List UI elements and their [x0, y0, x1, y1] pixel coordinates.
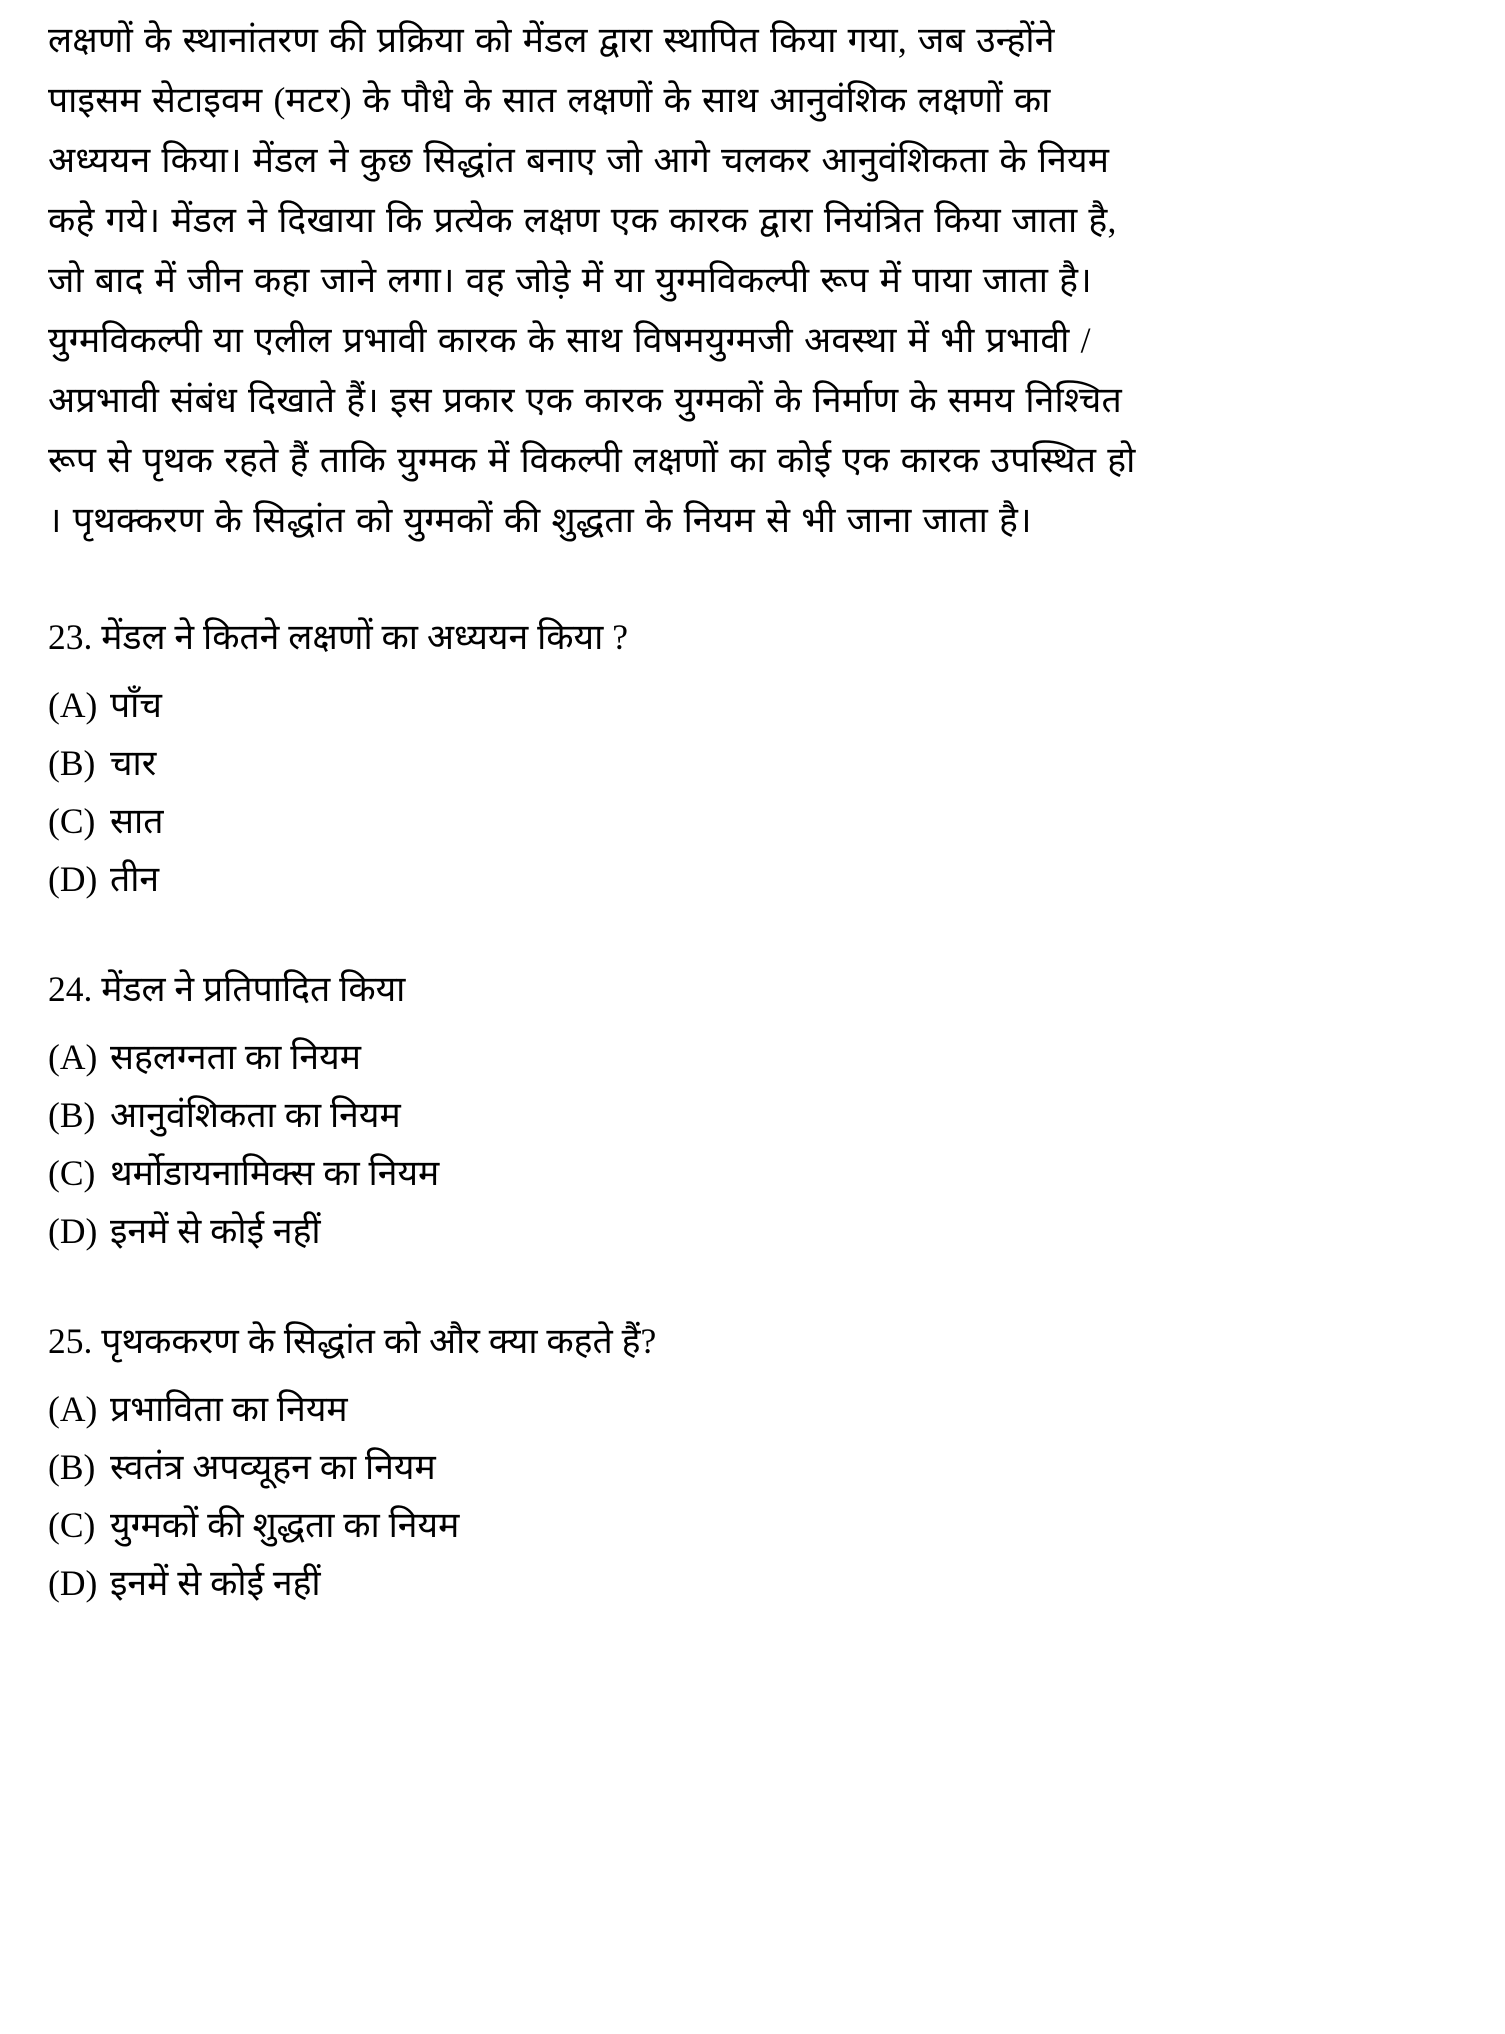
option-24-d[interactable] [48, 1202, 1447, 1260]
option-label: (A) [48, 685, 98, 725]
option-text: युग्मकों की शुद्धता का नियम [110, 1505, 460, 1545]
passage-text [48, 6, 1447, 550]
option-label: (A) [48, 1389, 98, 1429]
option-text: इनमें से कोई नहीं [110, 1211, 321, 1251]
option-label: (B) [48, 743, 96, 783]
option-25-a[interactable] [48, 1380, 1447, 1438]
spacer [48, 1018, 1447, 1028]
question-block-25 [48, 1312, 1447, 1612]
question-text-23: 23. मेंडल ने कितने लक्षणों का अध्ययन किया ? [48, 617, 628, 657]
option-list-25 [48, 1380, 1447, 1612]
passage-line: पाइसम सेटाइवम (मटर) के पौधे के सात लक्षणों के साथ आनुवंशिक लक्षणों का [48, 80, 1051, 120]
passage-line: रूप से पृथक रहते हैं ताकि युग्मक में विकल्पी लक्षणों का कोई एक कारक उपस्थित हो [48, 440, 1136, 480]
option-label: (D) [48, 1211, 98, 1251]
option-25-b[interactable] [48, 1438, 1447, 1496]
passage-line: अध्ययन किया। मेंडल ने कुछ सिद्धांत बनाए जो आगे चलकर आनुवंशिकता के नियम [48, 140, 1110, 180]
option-text: सात [110, 801, 164, 841]
option-24-b[interactable] [48, 1086, 1447, 1144]
option-23-b[interactable] [48, 734, 1447, 792]
option-label: (C) [48, 1505, 96, 1545]
passage-line: लक्षणों के स्थानांतरण की प्रक्रिया को मेंडल द्वारा स्थापित किया गया, जब उन्होंने [48, 20, 1055, 60]
question-text-25: 25. पृथककरण के सिद्धांत को और क्या कहते हैं? [48, 1321, 657, 1361]
passage-line: जो बाद में जीन कहा जाने लगा। वह जोड़े में या युग्मविकल्पी रूप में पाया जाता है। [48, 260, 1092, 300]
option-label: (D) [48, 1563, 98, 1603]
option-23-a[interactable] [48, 676, 1447, 734]
passage-line: कहे गये। मेंडल ने दिखाया कि प्रत्येक लक्षण एक कारक द्वारा नियंत्रित किया जाता है, [48, 200, 1117, 240]
option-label: (D) [48, 859, 98, 899]
option-label: (B) [48, 1447, 96, 1487]
question-block-24 [48, 960, 1447, 1260]
option-text: स्वतंत्र अपव्यूहन का नियम [110, 1447, 436, 1487]
option-label: (C) [48, 801, 96, 841]
option-label: (B) [48, 1095, 96, 1135]
passage-line: । पृथक्करण के सिद्धांत को युग्मकों की शुद्धता के नियम से भी जाना जाता है। [48, 500, 1032, 540]
option-text: आनुवंशिकता का नियम [110, 1095, 401, 1135]
option-24-a[interactable] [48, 1028, 1447, 1086]
passage-line: युग्मविकल्पी या एलील प्रभावी कारक के साथ विषमयुग्मजी अवस्था में भी प्रभावी / [48, 320, 1091, 360]
question-text-24: 24. मेंडल ने प्रतिपादित किया [48, 969, 406, 1009]
spacer [48, 666, 1447, 676]
option-label: (A) [48, 1037, 98, 1077]
option-24-c[interactable] [48, 1144, 1447, 1202]
option-23-d[interactable] [48, 850, 1447, 908]
option-text: चार [110, 743, 157, 783]
option-text: सहलग्नता का नियम [110, 1037, 361, 1077]
option-text: पाँच [110, 685, 162, 725]
option-23-c[interactable] [48, 792, 1447, 850]
option-label: (C) [48, 1153, 96, 1193]
spacer [48, 908, 1447, 960]
option-text: प्रभाविता का नियम [110, 1389, 348, 1429]
option-text: तीन [110, 859, 160, 899]
spacer [48, 1260, 1447, 1312]
option-25-c[interactable] [48, 1496, 1447, 1554]
option-text: थर्मोडायनामिक्स का नियम [110, 1153, 440, 1193]
option-list-23 [48, 676, 1447, 908]
question-block-23 [48, 608, 1447, 908]
option-25-d[interactable] [48, 1554, 1447, 1612]
spacer [48, 550, 1447, 608]
option-list-24 [48, 1028, 1447, 1260]
option-text: इनमें से कोई नहीं [110, 1563, 321, 1603]
spacer [48, 1370, 1447, 1380]
passage-line: अप्रभावी संबंध दिखाते हैं। इस प्रकार एक कारक युग्मकों के निर्माण के समय निश्चित [48, 380, 1122, 420]
